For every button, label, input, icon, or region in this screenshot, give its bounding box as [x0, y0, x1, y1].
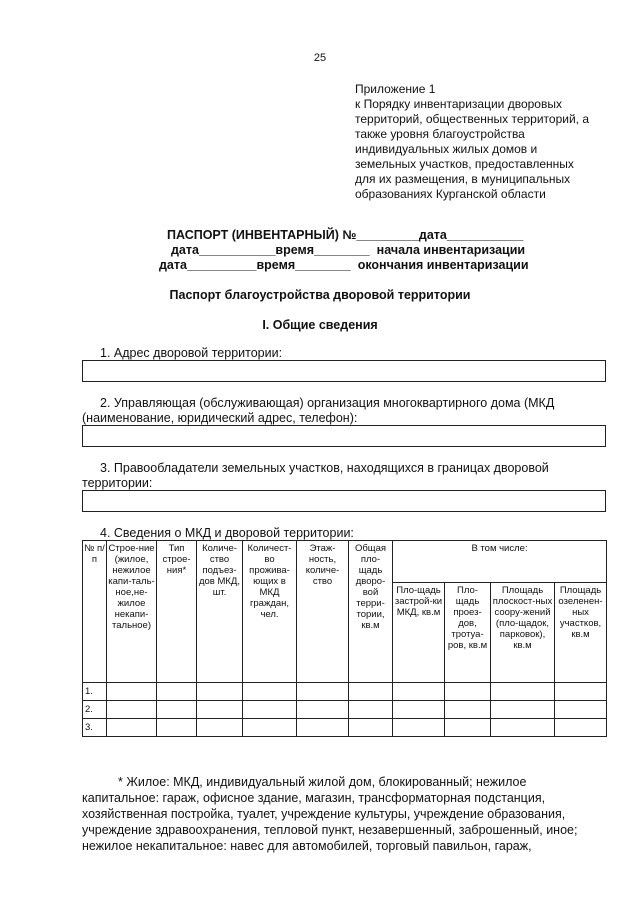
address-field[interactable] — [82, 360, 606, 382]
appendix-line: индивидуальных жилых домов и — [355, 142, 538, 156]
passport-number-line: ПАСПОРТ (ИНВЕНТАРНЫЙ) №_________дата___________ — [167, 228, 524, 242]
table-cell[interactable] — [491, 719, 555, 737]
sub-roads-header: Пло-щадь проез-дов, тротуа-ров, кв.м — [445, 583, 491, 683]
table-cell[interactable] — [243, 719, 297, 737]
footnote-line: учреждение здравоохранения, тепловой пункт, незавершенный, заброшенный, иное; — [82, 823, 578, 837]
table-row — [83, 701, 607, 719]
table-row — [83, 683, 607, 701]
owners-label-line2: территории: — [82, 476, 153, 490]
col-building-header: Строе-ние (жилое, нежилое капи-таль-ное,не-жилое некапи-тальное) — [107, 541, 157, 683]
table-cell[interactable] — [197, 701, 243, 719]
document-title: Паспорт благоустройства дворовой территории — [169, 288, 471, 302]
mkd-info-label: 4. Сведения о МКД и дворовой территории: — [100, 526, 354, 540]
sub-built-area-header: Пло-щадь застрой-ки МКД, кв.м — [393, 583, 445, 683]
inventory-end-line: дата__________время________ окончания инвентаризации — [159, 258, 529, 272]
col-number-header: № п/п — [83, 541, 107, 683]
owners-field[interactable] — [82, 490, 606, 512]
table-cell[interactable] — [297, 719, 349, 737]
table-cell[interactable] — [349, 719, 393, 737]
table-row — [83, 719, 607, 737]
table-cell[interactable] — [297, 683, 349, 701]
table-cell[interactable] — [393, 719, 445, 737]
mkd-info-table — [82, 540, 607, 737]
table-cell[interactable] — [243, 683, 297, 701]
sub-flat-structures-header: Площадь плоскост-ных соору-жений (пло-щадок, парковок), кв.м — [491, 583, 555, 683]
table-cell[interactable] — [555, 719, 607, 737]
footnote-line: * Жилое: МКД, индивидуальный жилой дом, блокированный; нежилое — [118, 775, 527, 789]
table-cell[interactable] — [107, 719, 157, 737]
row-number: 3. — [83, 719, 107, 737]
table-cell[interactable] — [491, 701, 555, 719]
page-number: 25 — [313, 52, 327, 64]
table-cell[interactable] — [157, 683, 197, 701]
footnote-line: хозяйственная постройка, туалет, учреждение культуры, учреждение образования, — [82, 807, 566, 821]
appendix-block — [355, 82, 589, 202]
table-cell[interactable] — [107, 701, 157, 719]
management-label-line2: (наименование, юридический адрес, телефон): — [82, 411, 358, 425]
col-floors-header: Этаж-ность, количе-ство — [297, 541, 349, 683]
appendix-line: земельных участков, предоставленных — [355, 157, 574, 171]
table-cell[interactable] — [349, 701, 393, 719]
footnote — [82, 774, 606, 854]
col-residents-header: Количест-во прожива-ющих в МКД граждан, чел. — [243, 541, 297, 683]
table-cell[interactable] — [445, 719, 491, 737]
table-cell[interactable] — [197, 683, 243, 701]
table-cell[interactable] — [445, 701, 491, 719]
table-cell[interactable] — [197, 719, 243, 737]
footnote-line: нежилое некапитальное: навес для автомобилей, торговый павильон, гараж, — [82, 839, 532, 853]
table-cell[interactable] — [555, 683, 607, 701]
footnote-line: капитальное: гараж, офисное здание, магазин, трансформаторная подстанция, — [82, 791, 546, 805]
table-cell[interactable] — [243, 701, 297, 719]
owners-label-line1: 3. Правообладатели земельных участков, находящихся в границах дворовой — [100, 461, 549, 475]
appendix-line: для их размещения, в муниципальных — [355, 172, 571, 186]
management-label-line1: 2. Управляющая (обслуживающая) организация многоквартирного дома (МКД — [100, 396, 555, 410]
table-cell[interactable] — [297, 701, 349, 719]
sub-green-header: Площадь озеленен-ных участков, кв.м — [555, 583, 607, 683]
table-cell[interactable] — [393, 683, 445, 701]
table-cell[interactable] — [157, 701, 197, 719]
table-cell[interactable] — [555, 701, 607, 719]
appendix-line: к Порядку инвентаризации дворовых — [355, 97, 562, 111]
table-cell[interactable] — [157, 719, 197, 737]
appendix-line: также уровня благоустройства — [355, 127, 525, 141]
table-cell[interactable] — [349, 683, 393, 701]
table-cell[interactable] — [445, 683, 491, 701]
address-label: 1. Адрес дворовой территории: — [100, 346, 283, 360]
management-field[interactable] — [82, 425, 606, 447]
section-title: I. Общие сведения — [262, 318, 378, 332]
appendix-line: территорий, общественных территорий, а — [355, 112, 589, 126]
col-entrances-header: Количе-ство подъез-дов МКД, шт. — [197, 541, 243, 683]
table-cell[interactable] — [107, 683, 157, 701]
appendix-line: образованиях Курганской области — [355, 187, 546, 201]
col-type-header: Тип строе-ния* — [157, 541, 197, 683]
row-number: 1. — [83, 683, 107, 701]
inventory-start-line: дата___________время________ начала инвентаризации — [171, 243, 526, 257]
col-total-area-header: Общая пло-щадь дворо-вой терри-тории, кв.м — [349, 541, 393, 683]
col-including-header: В том числе: — [393, 541, 607, 583]
table-cell[interactable] — [491, 683, 555, 701]
appendix-line: Приложение 1 — [355, 82, 436, 96]
table-cell[interactable] — [393, 701, 445, 719]
row-number: 2. — [83, 701, 107, 719]
